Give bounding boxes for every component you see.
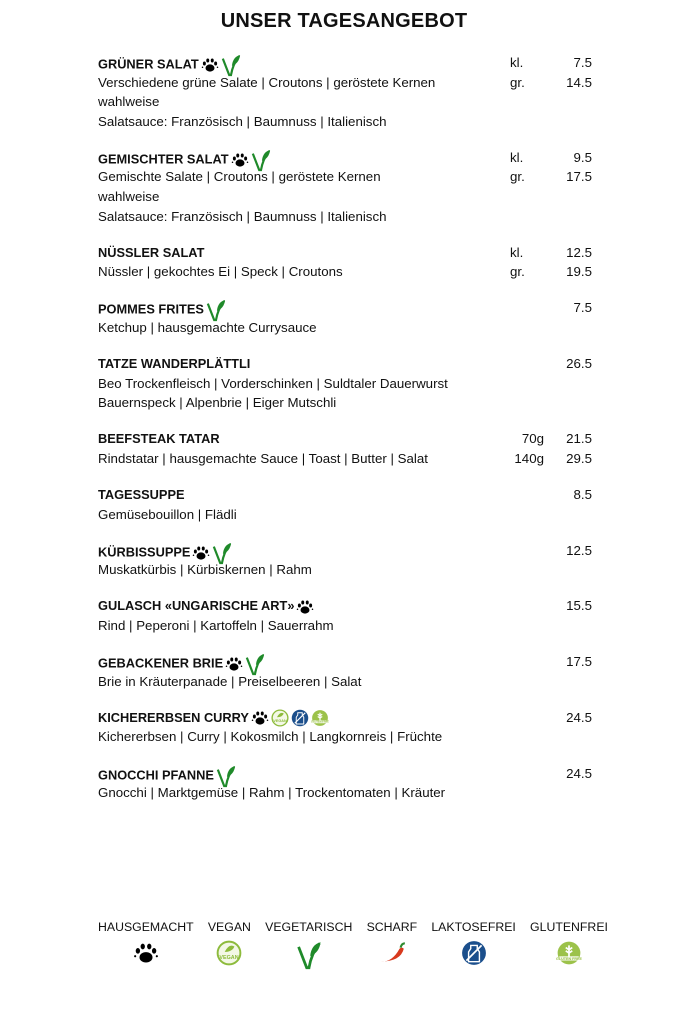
lactose-free-icon	[291, 709, 309, 727]
svg-text:VEGAN: VEGAN	[219, 954, 240, 961]
vegan-icon	[216, 940, 242, 966]
page-title: UNSER TAGESANGEBOT	[220, 10, 468, 32]
menu-item	[98, 148, 598, 226]
item-name: GEBACKENER BRIE	[98, 655, 224, 671]
menu-item	[98, 764, 598, 803]
legend-label: LAKTOSEFREI	[431, 920, 516, 934]
item-price: 24.5	[566, 765, 592, 781]
menu-item	[98, 298, 598, 337]
legend-item-paw	[98, 920, 194, 970]
paw-icon	[133, 940, 159, 966]
item-price: 7.5	[573, 55, 592, 70]
item-name: KICHERERBSEN CURRY	[98, 709, 249, 725]
item-description: Rindstatar | hausgemachte Sauce | Toast | Butter | Salat	[98, 451, 428, 466]
item-description: wahlweise	[98, 94, 160, 110]
item-size: kl.	[510, 149, 524, 165]
chili-icon	[377, 940, 407, 966]
item-price: 17.5	[566, 654, 592, 670]
item-size: 140g	[514, 451, 544, 466]
legend-label: GLUTENFREI	[530, 920, 608, 934]
item-price: 8.5	[573, 487, 592, 503]
item-title-row	[98, 354, 598, 374]
menu-item	[98, 541, 598, 580]
item-name: GRÜNER SALAT	[98, 56, 199, 72]
item-name: GNOCCHI PFANNE	[98, 767, 214, 783]
menu-item	[98, 429, 598, 468]
menu-item	[98, 485, 598, 524]
paw-icon	[225, 655, 243, 673]
item-description: Beo Trockenfleisch | Vorderschinken | Suldtaler Dauerwurst	[98, 375, 448, 391]
item-size: 70g	[521, 431, 544, 447]
item-title-row	[98, 652, 598, 672]
item-price: 15.5	[566, 598, 592, 614]
gluten-free-icon	[311, 709, 329, 727]
item-description-row	[98, 672, 598, 692]
menu-item	[98, 708, 598, 747]
item-description-row	[98, 374, 598, 394]
item-description: Salatsauce: Französisch | Baumnuss | Italienisch	[98, 208, 387, 224]
item-description: Bauernspeck | Alpenbrie | Eiger Mutschli	[98, 395, 337, 411]
item-name: NÜSSLER SALAT	[98, 244, 205, 260]
item-name: POMMES FRITES	[98, 301, 204, 317]
item-name: BEEFSTEAK TATAR	[98, 431, 220, 447]
item-description: Brie in Kräuterpanade | Preiselbeeren | Salat	[98, 673, 362, 689]
item-description: Gemischte Salate | Croutons | geröstete Kernen	[98, 169, 381, 185]
item-description: Kichererbsen | Curry | Kokosmilch | Langkornreis | Früchte	[98, 729, 443, 745]
item-title-row	[98, 708, 598, 728]
item-name: GEMISCHTER SALAT	[98, 151, 229, 167]
item-price: 9.5	[573, 149, 592, 165]
paw-icon	[296, 598, 314, 616]
item-description: Verschiedene grüne Salate | Croutons | geröstete Kernen	[98, 74, 436, 90]
item-title-row	[98, 53, 598, 73]
menu-item	[98, 596, 598, 635]
item-description: Gnocchi | Marktgemüse | Rahm | Trockentomaten | Kräuter	[98, 785, 446, 801]
item-price: 17.5	[566, 169, 592, 185]
vegetarian-icon	[296, 940, 322, 970]
paw-icon	[231, 151, 249, 169]
item-description: Ketchup | hausgemachte Currysauce	[98, 320, 317, 336]
item-name: TATZE WANDERPLÄTTLI	[98, 356, 251, 372]
item-description-row	[98, 783, 598, 803]
item-title-row	[98, 298, 598, 318]
svg-text:VEGAN: VEGAN	[273, 719, 287, 724]
item-name: TAGESSUPPE	[98, 487, 185, 503]
paw-icon	[251, 709, 269, 727]
svg-text:GLUTEN FREE: GLUTEN FREE	[310, 721, 329, 725]
item-title-row	[98, 485, 598, 505]
item-size: kl.	[510, 55, 524, 70]
legend	[98, 920, 608, 970]
item-price: 12.5	[566, 244, 592, 260]
item-description-row	[98, 112, 598, 132]
vegan-icon	[271, 709, 289, 727]
item-title-row	[98, 243, 598, 263]
item-title-row	[98, 764, 598, 784]
item-description: Rind | Peperoni | Kartoffeln | Sauerrahm	[98, 618, 334, 634]
legend-item-gluten-free	[530, 920, 608, 970]
item-size: gr.	[510, 169, 525, 185]
legend-item-vegetarian	[265, 920, 352, 970]
menu-item	[98, 652, 598, 691]
item-description-row	[98, 393, 598, 413]
item-description: Muskatkürbis | Kürbiskernen | Rahm	[98, 562, 312, 578]
item-description-row	[98, 262, 598, 282]
item-name: KÜRBISSUPPE	[98, 544, 191, 560]
item-title-row	[98, 148, 598, 168]
item-description-row	[98, 560, 598, 580]
item-description-row	[98, 616, 598, 636]
item-description-row	[98, 187, 598, 207]
menu-item	[98, 243, 598, 282]
legend-label: VEGAN	[207, 920, 251, 934]
item-price: 26.5	[566, 356, 592, 372]
svg-text:GLUTEN FREE: GLUTEN FREE	[556, 956, 582, 961]
item-size: gr.	[510, 264, 525, 280]
lactose-free-icon	[461, 940, 487, 966]
item-size: kl.	[510, 244, 524, 260]
legend-item-vegan	[208, 920, 251, 970]
item-description-row	[98, 449, 598, 469]
item-price: 19.5	[566, 264, 592, 280]
paw-icon	[192, 544, 210, 562]
item-title-row	[98, 429, 598, 449]
item-description: Salatsauce: Französisch | Baumnuss | Italienisch	[98, 113, 387, 129]
item-title-row	[98, 541, 598, 561]
item-description-row	[98, 318, 598, 338]
item-description-row	[98, 207, 598, 227]
item-price: 14.5	[566, 74, 592, 90]
menu-list	[98, 53, 598, 819]
legend-label: VEGETARISCH	[265, 920, 353, 934]
item-title-row	[98, 596, 598, 616]
item-description: Gemüsebouillon | Flädli	[98, 506, 237, 522]
item-description-row	[98, 505, 598, 525]
item-price: 29.5	[566, 451, 592, 466]
item-price: 24.5	[566, 709, 592, 725]
legend-label: SCHARF	[366, 920, 418, 934]
item-name: GULASCH «UNGARISCHE ART»	[98, 598, 295, 614]
item-price: 21.5	[566, 431, 592, 447]
paw-icon	[201, 56, 219, 74]
legend-item-lactose-free	[431, 920, 516, 970]
item-description-row	[98, 167, 598, 187]
item-price: 7.5	[573, 300, 592, 316]
menu-item	[98, 53, 598, 131]
item-description: Nüssler | gekochtes Ei | Speck | Croutons	[98, 264, 343, 280]
menu-item	[98, 354, 598, 413]
item-size: gr.	[510, 74, 525, 90]
item-description-row	[98, 727, 598, 747]
item-description-row	[98, 92, 598, 112]
legend-label: HAUSGEMACHT	[98, 920, 194, 934]
item-price: 12.5	[566, 542, 592, 558]
gluten-free-icon	[556, 940, 582, 966]
legend-item-chili	[367, 920, 418, 970]
item-description: wahlweise	[98, 189, 160, 205]
item-description-row	[98, 73, 598, 93]
